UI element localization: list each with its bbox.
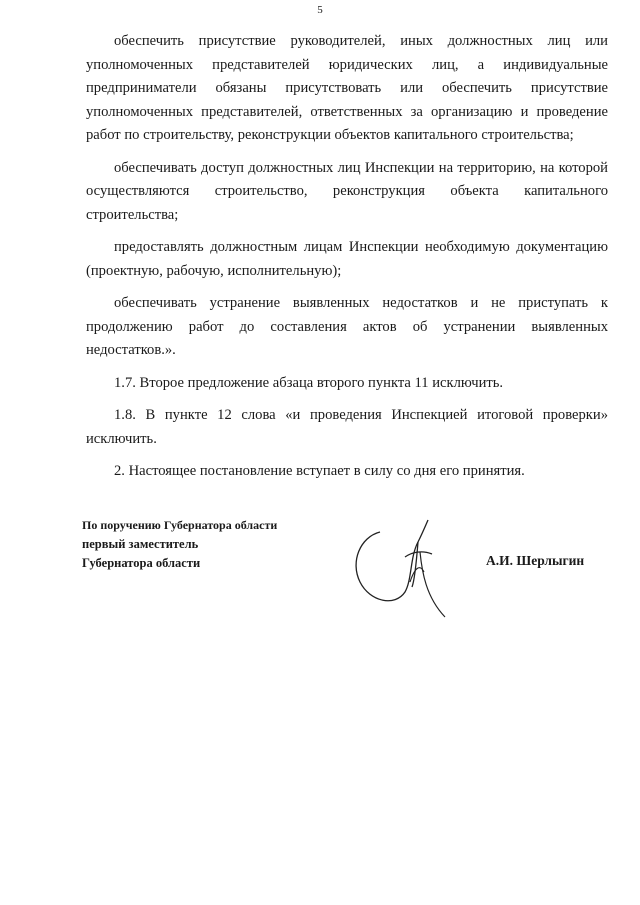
paragraph-7: 2. Настоящее постановление вступает в силу со дня его принятия.	[114, 463, 525, 479]
document-body	[86, 30, 608, 484]
paragraph-1: обеспечить присутствие руководителей, иных должностных лиц или уполномоченных представителей юридических лиц, а индивидуальные предприниматели обязаны присутствовать или обеспечить присутствие уполномоченных представителей, ответственных за организацию и проведение работ по строительству, реконструкции объектов капитального строительства;	[86, 33, 608, 143]
signatory-line-1: По поручению Губернатора области	[82, 518, 278, 532]
paragraph-6: 1.8. В пункте 12 слова «и проведения Инспекцией итоговой проверки» исключить.	[86, 407, 608, 447]
paragraph-3: предоставлять должностным лицам Инспекции необходимую документацию (проектную, рабочую, исполнительную);	[86, 239, 608, 279]
paragraph-4: обеспечивать устранение выявленных недостатков и не приступать к продолжению работ до составления актов об устранении выявленных недостатков.».	[86, 295, 608, 358]
signatory-name: А.И. Шерлыгин	[486, 553, 585, 568]
signatory-line-2: первый заместитель	[82, 537, 199, 551]
signatory-title	[82, 516, 277, 573]
paragraph-5: 1.7. Второе предложение абзаца второго пункта 11 исключить.	[114, 374, 504, 391]
paragraph-2: обеспечивать доступ должностных лиц Инспекции на территорию, на которой осуществляются строительство, реконструкция объекта капитального строительства;	[86, 159, 608, 223]
page-number: 5	[317, 4, 323, 16]
signatory-line-3: Губернатора области	[82, 556, 201, 570]
handwritten-signature	[340, 512, 460, 622]
